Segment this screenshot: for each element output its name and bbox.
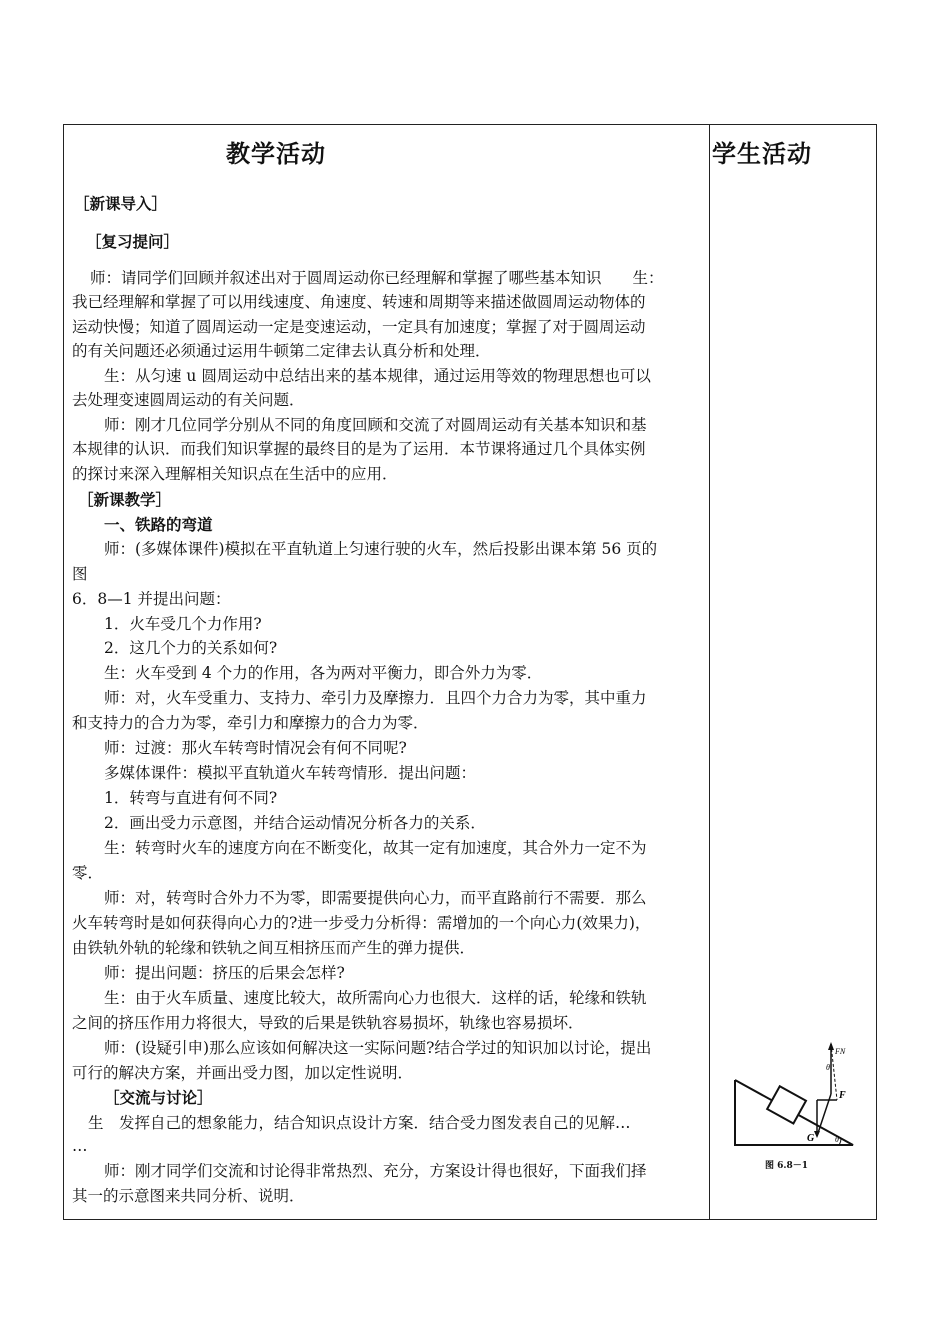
theta-top-label: θ bbox=[826, 1063, 830, 1072]
fn-label: FN bbox=[835, 1047, 846, 1056]
paragraph-line: 师：刚才同学们交流和讨论得非常热烈、充分，方案设计得也很好，下面我们择 bbox=[104, 1162, 647, 1180]
paragraph-line: 的有关问题还必须通过运用牛顿第二定律去认真分析和处理． bbox=[72, 342, 491, 360]
paragraph-line: 师：对，火车受重力、支持力、牵引力及摩擦力．且四个力合力为零，其中重力 bbox=[104, 689, 647, 707]
paragraph-line: 师：过渡：那火车转弯时情况会有何不同呢? bbox=[104, 739, 407, 757]
paragraph-line: 图 bbox=[72, 565, 88, 583]
paragraph-line: 之间的挤压作用力将很大，导致的后果是铁轨容易损坏，轨缘也容易损坏． bbox=[72, 1014, 584, 1032]
train-block bbox=[767, 1086, 806, 1123]
teaching-activities-heading: 教学活动 bbox=[226, 139, 326, 168]
column-divider bbox=[709, 124, 710, 1220]
paragraph-line: 和支持力的合力为零，牵引力和摩擦力的合力为零． bbox=[72, 714, 429, 732]
paragraph-line: 其一的示意图来共同分析、说明． bbox=[72, 1187, 305, 1205]
section-label: ［复习提问］ bbox=[86, 232, 180, 251]
paragraph-line: 零． bbox=[72, 864, 104, 882]
paragraph-line: 多媒体课件：模拟平直轨道火车转弯情形．提出问题： bbox=[104, 764, 477, 782]
angle-arc bbox=[839, 1138, 841, 1145]
paragraph-line: 可行的解决方案，并画出受力图，加以定性说明． bbox=[72, 1064, 414, 1082]
subsection-title: 一、铁路的弯道 bbox=[104, 515, 213, 534]
section-label: ［新课教学］ bbox=[78, 490, 172, 509]
force-diagram bbox=[731, 1036, 857, 1176]
question-line: 2．画出受力示意图，并结合运动情况分析各力的关系． bbox=[104, 814, 486, 832]
question-line: 1．转弯与直进有何不同? bbox=[104, 789, 278, 807]
paragraph-line: 火车转弯时是如何获得向心力的?进一步受力分析得：需增加的一个向心力(效果力)， bbox=[72, 914, 651, 932]
paragraph-line: 生 发挥自己的想象能力，结合知识点设计方案．结合受力图发表自己的见解… bbox=[88, 1114, 631, 1132]
paragraph-line: 师：请同学们回顾并叙述出对于圆周运动你已经理解和掌握了哪些基本知识 生： bbox=[90, 269, 664, 287]
section-label: ［新课导入］ bbox=[74, 194, 168, 213]
paragraph-line: 生：从匀速 u 圆周运动中总结出来的基本规律，通过运用等效的物理思想也可以 bbox=[104, 367, 651, 385]
paragraph-line: 生：由于火车质量、速度比较大，故所需向心力也很大．这样的话，轮缘和铁轨 bbox=[104, 989, 647, 1007]
student-activities-heading: 学生活动 bbox=[712, 139, 812, 168]
paragraph-line: 6．8—1 并提出问题： bbox=[72, 590, 231, 608]
arrow-head-icon bbox=[814, 1131, 820, 1138]
figure-caption: 图 6.8－1 bbox=[765, 1161, 809, 1171]
paragraph-line: 去处理变速圆周运动的有关问题． bbox=[72, 391, 305, 409]
paragraph-line: 生：转弯时火车的速度方向在不断变化，故其一定有加速度，其合外力一定不为 bbox=[104, 839, 647, 857]
paragraph-line: 的探讨来深入理解相关知识点在生活中的应用． bbox=[72, 465, 398, 483]
paragraph-line: 师：刚才几位同学分别从不同的角度回顾和交流了对圆周运动有关基本知识和基 bbox=[104, 416, 647, 434]
paragraph-line: 本规律的认识．而我们知识掌握的最终目的是为了运用．本节课将通过几个具体实例 bbox=[72, 440, 646, 458]
theta-bottom-label: θ bbox=[835, 1135, 839, 1144]
paragraph-line: 师：(多媒体课件)模拟在平直轨道上匀速行驶的火车，然后投影出课本第 56 页的 bbox=[104, 540, 658, 558]
f-label: F bbox=[839, 1090, 846, 1101]
paragraph-line: … bbox=[72, 1137, 88, 1155]
paragraph-line: 我已经理解和掌握了可以用线速度、角速度、转速和周期等来描述做圆周运动物体的 bbox=[72, 293, 646, 311]
question-line: 1．火车受几个力作用? bbox=[104, 615, 262, 633]
paragraph-line: 师：(设疑引申)那么应该如何解决这一实际问题?结合学过的知识加以讨论，提出 bbox=[104, 1039, 652, 1057]
paragraph-line: 运动快慢；知道了圆周运动一定是变速运动，一定具有加速度；掌握了对于圆周运动 bbox=[72, 318, 646, 336]
section-label: ［交流与讨论］ bbox=[104, 1088, 213, 1107]
paragraph-line: 由铁轨外轨的轮缘和铁轨之间互相挤压而产生的弹力提供． bbox=[72, 939, 476, 957]
paragraph-line: 师：对，转弯时合外力不为零，即需要提供向心力，而平直路前行不需要．那么 bbox=[104, 889, 647, 907]
question-line: 2．这几个力的关系如何? bbox=[104, 639, 278, 657]
g-label: G bbox=[807, 1133, 815, 1144]
paragraph-line: 生：火车受到 4 个力的作用，各为两对平衡力，即合外力为零． bbox=[104, 664, 543, 682]
paragraph-line: 师：提出问题：挤压的后果会怎样? bbox=[104, 964, 345, 982]
